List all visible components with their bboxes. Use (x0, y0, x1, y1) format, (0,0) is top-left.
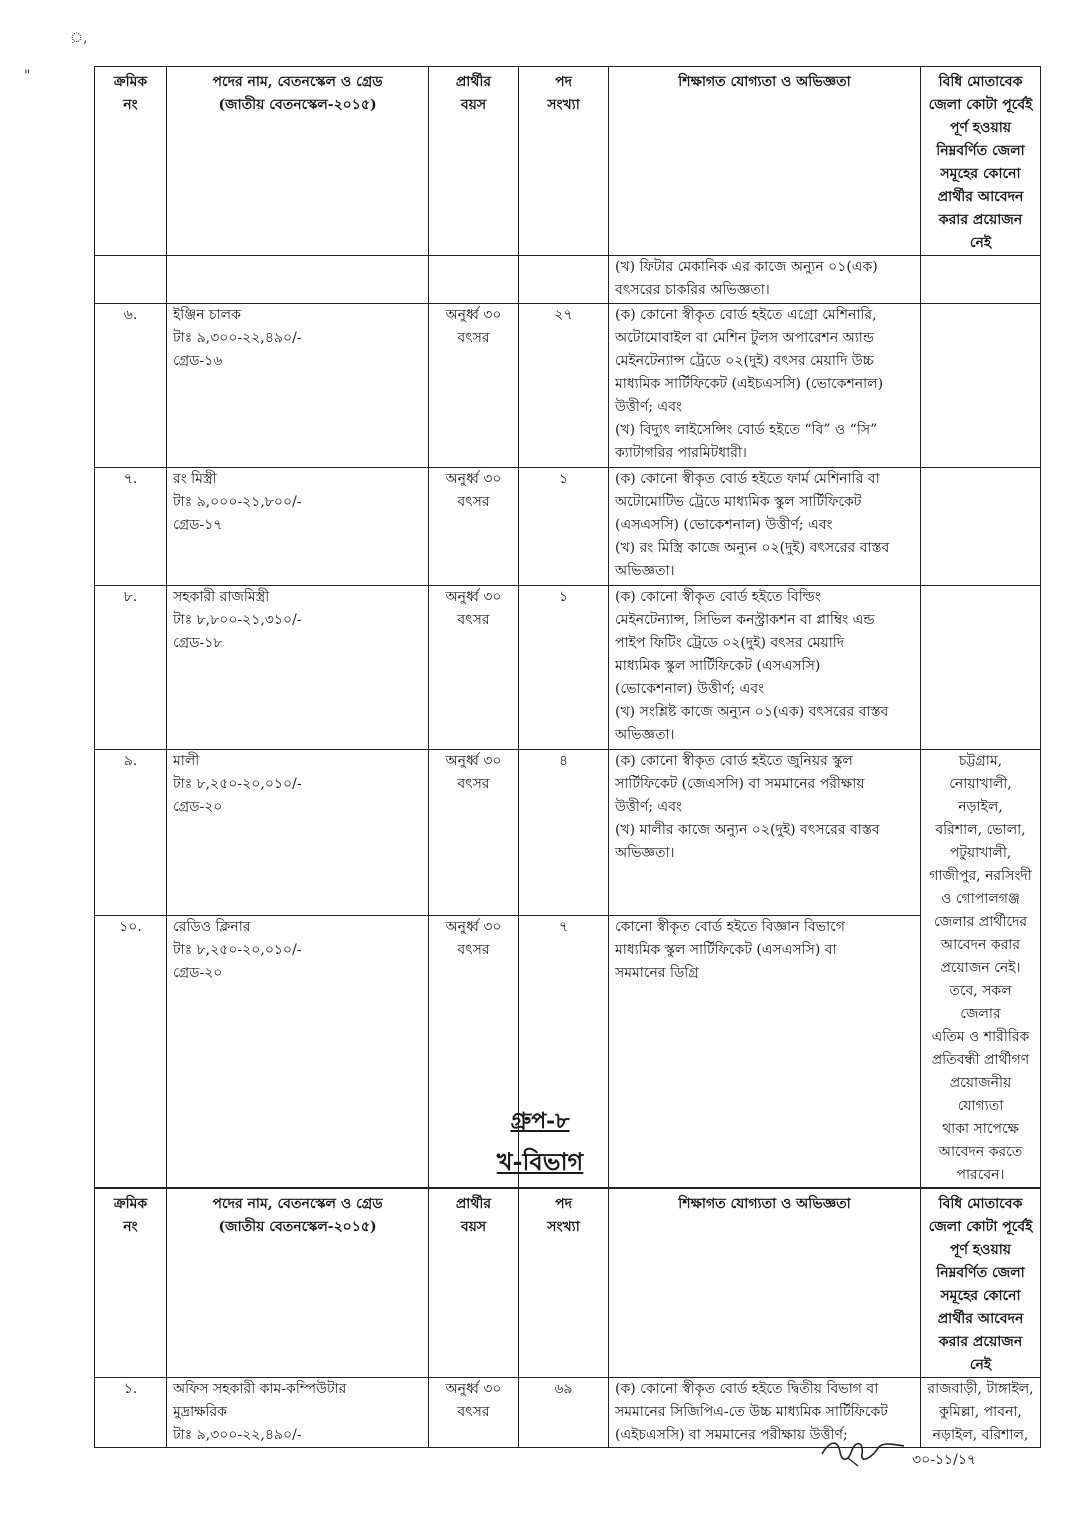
qualification-cell: (ক) কোনো স্বীকৃত বোর্ড হইতে বিল্ডিং মেইনটেন্যান্স, সিভিল কনস্ট্রাকশন বা প্লাম্বিং এন্ড পাইপ ফিটিং ট্রেডে ০২(দুই) বৎসর মেয়াদি মাধ্যমিক স্কুল সার্টিফিকেট (এসএসসি) (ভোকেশনাল) উত্তীর্ণ; এবং (খ) সংশ্লিষ্ট কাজে অন্যুন ০১(এক) বৎসরের বাস্তব অভিজ্ঞতা। (609, 586, 921, 750)
age-cell: অনুর্ধ্ব ৩০ বৎসর (429, 750, 519, 916)
post-cell: সহকারী রাজমিস্ত্রী টাঃ ৮,৮০০-২১,৩১০/- গ্রেড-১৮ (167, 586, 429, 750)
age-cell: অনুর্ধ্ব ৩০ বৎসর (429, 468, 519, 586)
post-cell: মালী টাঃ ৮,২৫০-২০,০১০/- গ্রেড-২০ (167, 750, 429, 916)
header-quota: বিধি মোতাবেক জেলা কোটা পূর্বেই পূর্ণ হওয়ায় নিম্নবর্ণিত জেলা সমূহের কোনো প্রার্থীর আবেদন করার প্রয়োজন নেই (921, 67, 1041, 256)
qualification-cell: (ক) কোনো স্বীকৃত বোর্ড হইতে এগ্রো মেশিনারি, অটোমোবাইল বা মেশিন টুলস অপারেশন অ্যান্ড মেইনটেন্যান্স ট্রেডে ০২(দুই) বৎসর মেয়াদি উচ্চ মাধ্যমিক সার্টিফিকেট (এইচএসসি) (ভোকেশনাল) উত্তীর্ণ; এবং (খ) বিদ্যুৎ লাইসেন্সিং বোর্ড হইতে “বি” ও “সি” ক্যাটাগরির পারমিটধারী। (609, 304, 921, 468)
age-cell: অনুর্ধ্ব ৩০ বৎসর (429, 915, 519, 1187)
header-post: পদের নাম, বেতনস্কেল ও গ্রেড (জাতীয় বেতনস্কেল-২০১৫) (167, 67, 429, 256)
header-quota: বিধি মোতাবেক জেলা কোটা পূর্বেই পূর্ণ হওয়ায় নিম্নবর্ণিত জেলা সমূহের কোনো প্রার্থীর আবেদন করার প্রয়োজন নেই (921, 1189, 1041, 1378)
scan-mark: ়, (70, 30, 88, 46)
table-row (95, 750, 1041, 916)
qualification-cell: কোনো স্বীকৃত বোর্ড হইতে বিজ্ঞান বিভাগে মাধ্যমিক স্কুল সার্টিফিকেট (এসএসসি) বা সমমানের ডিগ্রি (609, 915, 921, 1187)
header-count: পদ সংখ্যা (519, 67, 609, 256)
age-cell: অনুর্ধ্ব ৩০ বৎসর (429, 586, 519, 750)
qualification-cell: (ক) কোনো স্বীকৃত বোর্ড হইতে ফার্ম মেশিনারি বা অটোমোটিভ ট্রেডে মাধ্যমিক স্কুল সার্টিফিকেট (এসএসসি) (ভোকেশনাল) উত্তীর্ণ; এবং (খ) রং মিস্ত্রি কাজে অন্যুন ০২(দুই) বৎসরের বাস্তব অভিজ্ঞতা। (609, 468, 921, 586)
qualification-cell: (ক) কোনো স্বীকৃত বোর্ড হইতে দ্বিতীয় বিভাগ বা সমমানের সিজিপিএ-তে উচ্চ মাধ্যমিক সার্টিফিকেট (এইচএসসি) বা সমমানের পরীক্ষায় উত্তীর্ণ; (609, 1378, 921, 1448)
qualification-cell: (খ) ফিটার মেকানিক এর কাজে অন্যুন ০১(এক) বৎসরের চাকরির অভিজ্ঞতা। (609, 256, 921, 304)
header-post: পদের নাম, বেতনস্কেল ও গ্রেড (জাতীয় বেতনস্কেল-২০১৫) (167, 1189, 429, 1378)
recruitment-table-2 (94, 1188, 1041, 1448)
count-cell: ৪ (519, 750, 609, 916)
post-cell: রং মিস্ত্রী টাঃ ৯,০০০-২১,৮০০/- গ্রেড-১৭ (167, 468, 429, 586)
header-serial: ক্রমিক নং (95, 1189, 167, 1378)
header-serial: ক্রমিক নং (95, 67, 167, 256)
count-cell: ৭ (519, 915, 609, 1187)
scan-mark: " (24, 68, 31, 84)
age-cell: অনুর্ধ্ব ৩০ বৎসর (429, 1378, 519, 1448)
signature-mark (818, 1432, 908, 1472)
serial-cell: ৬. (95, 304, 167, 468)
table-row (95, 256, 1041, 304)
quota-note-cell: রাজবাড়ী, টাঙ্গাইল, কুমিল্লা, পাবনা, নড়াইল, বরিশাল, (921, 1378, 1041, 1448)
post-cell: রেডিও ক্লিনার টাঃ ৮,২৫০-২০,০১০/- গ্রেড-২০ (167, 915, 429, 1187)
quota-note-cell: চট্টগ্রাম, নোয়াখালী, নড়াইল, বরিশাল, ভোলা, পটুয়াখালী, গাজীপুর, নরসিংদী ও গোপালগঞ্জ জেলার প্রার্থীদের আবেদন করার প্রয়োজন নেই। তবে, সকল জেলার এতিম ও শারীরিক প্রতিবন্ধী প্রার্থীগণ প্রয়োজনীয় যোগ্যতা থাকা সাপেক্ষে আবেদন করতে পারবেন। (921, 750, 1041, 1188)
section-heading: খ-বিভাগ (496, 1147, 584, 1176)
age-cell: অনুর্ধ্ব ৩০ বৎসর (429, 304, 519, 468)
table-row (95, 304, 1041, 468)
group-heading: গ্রুপ-৮ (510, 1108, 570, 1134)
count-cell: ১ (519, 586, 609, 750)
post-cell: অফিস সহকারী কাম-কম্পিউটার মুদ্রাক্ষরিক টাঃ ৯,৩০০-২২,৪৯০/- (167, 1378, 429, 1448)
serial-cell: ১. (95, 1378, 167, 1448)
header-row (95, 67, 1041, 256)
qualification-cell: (ক) কোনো স্বীকৃত বোর্ড হইতে জুনিয়র স্কুল সার্টিফিকেট (জেএসসি) বা সমমানের পরীক্ষায় উত্তীর্ণ; এবং (খ) মালীর কাজে অন্যুন ০২(দুই) বৎসরের বাস্তব অভিজ্ঞতা। (609, 750, 921, 916)
header-count: পদ সংখ্যা (519, 1189, 609, 1378)
header-qualification: শিক্ষাগত যোগ্যতা ও অভিজ্ঞতা (609, 67, 921, 256)
count-cell: ১ (519, 468, 609, 586)
serial-cell: ১০. (95, 915, 167, 1187)
serial-cell: ৮. (95, 586, 167, 750)
header-age: প্রার্থীর বয়স (429, 67, 519, 256)
header-row (95, 1189, 1041, 1378)
header-qualification: শিক্ষাগত যোগ্যতা ও অভিজ্ঞতা (609, 1189, 921, 1378)
header-age: প্রার্থীর বয়স (429, 1189, 519, 1378)
serial-cell: ৭. (95, 468, 167, 586)
table-row (95, 468, 1041, 586)
post-cell: ইঞ্জিন চালক টাঃ ৯,৩০০-২২,৪৯০/- গ্রেড-১৬ (167, 304, 429, 468)
serial-cell: ৯. (95, 750, 167, 916)
count-cell: ৬৯ (519, 1378, 609, 1448)
page-reference: ৩০-১১/১৭ (912, 1452, 977, 1468)
recruitment-table-1 (94, 66, 1041, 1188)
table-row (95, 586, 1041, 750)
count-cell: ২৭ (519, 304, 609, 468)
